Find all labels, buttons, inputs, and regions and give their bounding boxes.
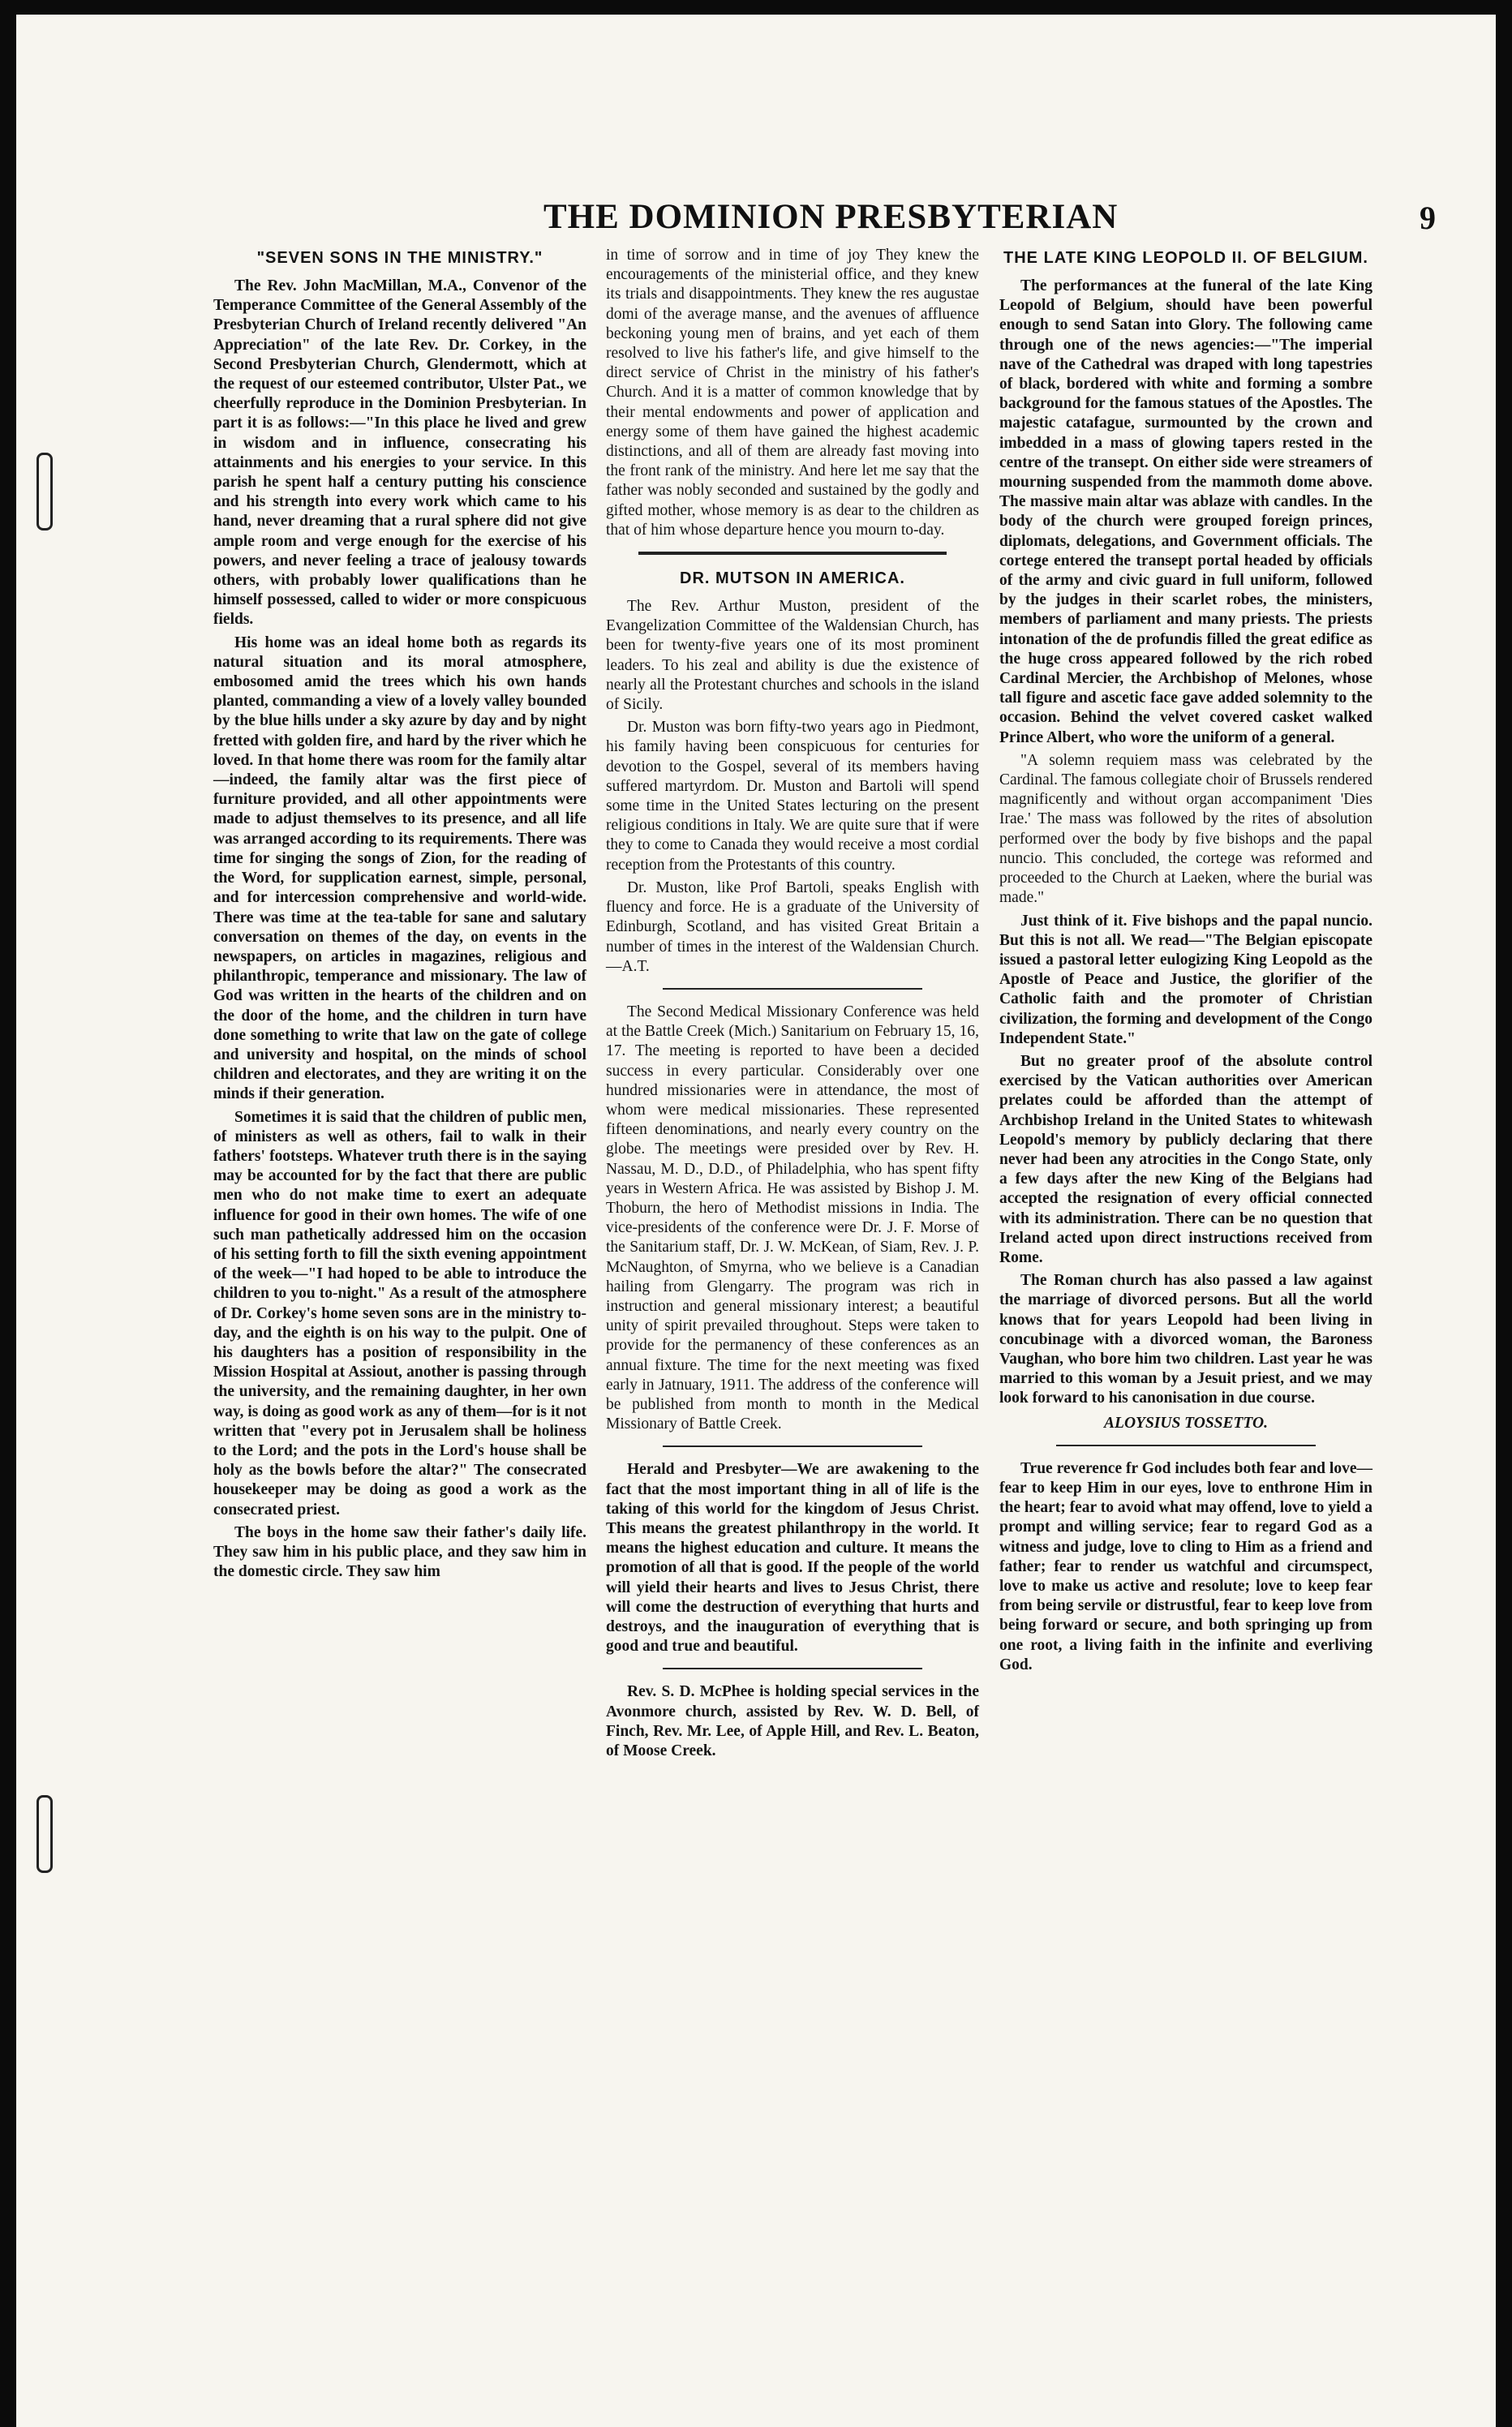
- article-heading: THE LATE KING LEOPOLD II. OF BELGIUM.: [1003, 249, 1368, 267]
- binding-clip: [37, 453, 53, 531]
- divider: [663, 1445, 922, 1447]
- article-paragraph: The boys in the home saw their father's daily life. They saw him in his public place, and they saw him in the domestic circle. They saw him: [213, 1523, 586, 1581]
- column-middle: [606, 246, 979, 1764]
- article-paragraph: Dr. Muston was born fifty-two years ago in Piedmont, his family having been conspicuous for centuries for devotion to the Gospel, several of its members having suffered martyrdom. Dr. Muston and Bartoli will spend some time in the United States lecturing on the present religious conditions in Italy. We are quite sure that if were they to come to Canada they would receive a most cordial reception from the Protestants of this country.: [606, 719, 979, 874]
- article-paragraph: The Second Medical Missionary Conference was held at the Battle Creek (Mich.) Sanitarium on February 15, 16, 17. The meeting is reported to have been a decided success in every particular. Considerably over one hundred missionaries were in attendance, the most of whom were medical missionaries. These represented fifteen denominations, and nearly every country on the globe. The meetings were presided over by Rev. H. Nassau, M. D., D.D., of Philadelphia, who has spent fifty years in Western Africa. He was assisted by Bishop J. M. Thoburn, the hero of Methodist missions in India. The vice-presidents of the conference were Dr. J. F. Morse of the Sanitarium staff, Dr. J. W. McKean, of Siam, Rev. J. P. McNaughton, of Smyrna, who we believe is a Canadian hailing from Glengarry. The program was rich in instruction and general missionary interest; a beautiful unity of spirit prevailed throughout. Steps were taken to provide for the permanency of these conferences as an annual fixture. The time for the next meeting was fixed early in Jatnuary, 1911. The address of the conference will be published from month to month in the Medical Missionary of Battle Creek.: [606, 1003, 979, 1433]
- masthead: THE DOMINION PRESBYTERIAN: [543, 198, 1119, 236]
- page-header: [195, 197, 1436, 246]
- article-signature: ALOYSIUS TOSSETTO.: [1104, 1414, 1268, 1432]
- article-paragraph: Dr. Muston, like Prof Bartoli, speaks English with fluency and force. He is a graduate of the University of Edinburgh, Scotland, and has visited Great Britain a number of times in the interest of the Waldensian Church.—A.T.: [606, 878, 979, 975]
- divider: [663, 988, 922, 990]
- divider: [1056, 1445, 1316, 1446]
- article-paragraph: But no greater proof of the absolute control exercised by the Vatican authorities over American prelates could be afforded than the attempt of Archbishop Ireland in the United States to whitewash Leopold's memory by publicly declaring that there never had been any atrocities in the Congo State, only a few days after the new King of the Belgians had accepted the resignation of every official connected with its administration. There can be no question that Ireland acted upon direct instructions received from Rome.: [999, 1052, 1372, 1266]
- article-paragraph: Rev. S. D. McPhee is holding special services in the Avonmore church, assisted by Rev. W. D. Bell, of Finch, Rev. Mr. Lee, of Apple Hill, and Rev. L. Beaton, of Moose Creek.: [606, 1683, 979, 1760]
- page-number: 9: [1420, 200, 1436, 236]
- article-paragraph: The performances at the funeral of the late King Leopold of Belgium, should have been powerful enough to send Satan into Glory. The following came through one of the news agencies:—"The imperial nave of the Cathedral was draped with long tapestries of black, bordered with white and forming a sombre background for the famous statues of the Apostles. The majestic catafague, surmounted by the crown and imbedded in a mass of glowing tapers rested in the centre of the transept. On either side were streamers of mourning suspended from the mammoth dome above. The massive main altar was ablaze with candles. In the body of the church were grouped foreign princes, diplomats, delegations, and Government officials. The cortege entered the transept portal headed by officials of the army and civic guard in full uniform, followed by the judges in their scarlet robes, the ministers, members of parliament and many priests. The priests intonation of the de profundis filled the great edifice as the huge cross appeared followed by the rich robed Cardinal Mercier, the Archbishop of Melones, whose tall figure and ascetic face gave added solemnity to the occasion. Behind the velvet covered casket walked Prince Albert, who wore the uniform of a general.: [999, 277, 1372, 746]
- article-paragraph: The Roman church has also passed a law against the marriage of divorced persons. But all the world knows that for years Leopold had been living in concubinage with a divorced woman, the Baroness Vaughan, who bore him two children. Last year he was married to this woman by a Jesuit priest, and we may look forward to his canonisation in due course.: [999, 1272, 1372, 1407]
- article-paragraph: The Rev. Arthur Muston, president of the Evangelization Committee of the Waldensian Church, has been for twenty-five years one of its most prominent leaders. To his zeal and ability is due the existence of nearly all the Protestant churches and schools in the island of Sicily.: [606, 598, 979, 714]
- article-paragraph: True reverence fr God includes both fear and love—fear to keep Him in our eyes, love to enthrone Him in the heart; fear to avoid what may offend, love to yield a prompt and willing service; fear to regard God as a witness and judge, love to cling to Him as a friend and father; fear to render us watchful and circumspect, love to make us active and resolute; love to keep fear from being servile or distrustful, fear to keep love from being forward or secure, and both springing up from one root, a living faith in the infinite and everliving God.: [999, 1459, 1372, 1673]
- article-heading: DR. MUTSON IN AMERICA.: [680, 569, 905, 588]
- article-paragraph: Just think of it. Five bishops and the papal nuncio. But this is not all. We read—"The Belgian episcopate issued a pastoral letter eulogizing King Leopold as the Apostle of Peace and Justice, the glorifier of the Catholic faith and the promoter of Christian civilization, the forming and development of the Congo Independent State.": [999, 912, 1372, 1047]
- column-left: [213, 246, 586, 1585]
- newspaper-page: [16, 15, 1496, 2427]
- article-paragraph: in time of sorrow and in time of joy They knew the encouragements of the ministerial office, and they knew its trials and disappointments. They knew the res augustae domi of the average manse, and the avenues of affluence beckoning young men of brains, and yet each of them resolved to live his father's life, and give himself to the direct service of Christ in the ministry of his father's Church. And it is a matter of common knowledge that by their mental endowments and power of application and energy some of them have gained the highest academic distinctions, and all of them are already fast moving into the front rank of the ministry. And here let me say that the father was nobly seconded and sustained by the godly and gifted mother, whose memory is as dear to the children as that of him whose departure hence you mourn to-day.: [606, 247, 979, 539]
- article-paragraph: His home was an ideal home both as regards its natural situation and its moral atmosphere, embosomed amid the trees which his own hands planted, commanding a view of a lovely valley bounded by the blue hills under a sky azure by day and by night fretted with golden fire, and hard by the river which he loved. In that home there was room for the family altar—indeed, the family altar was the first piece of furniture provided, and all other appointments were made to adjust themselves to its presence, and all life was arranged according to its requirements. There was time for singing the songs of Zion, for the reading of the Word, for supplication earnest, simple, personal, and for intercession comprehensive and world-wide. There was time at the tea-table for sane and salutary conversation on themes of the day, on events in the newspapers, on articles in magazines, religious and philanthropic, temperance and missionary. The law of God was written in the hearts of the children and on the door of the home, and the children in turn have done something to write that law on the gate of college and university and hospital, on the minds of school children and electorates, and they are writing it on the minds if their generation.: [213, 634, 586, 1103]
- article-heading: "SEVEN SONS IN THE MINISTRY.": [256, 249, 543, 267]
- article-paragraph: "A solemn requiem mass was celebrated by the Cardinal. The famous collegiate choir of Brussels rendered magnificently and without organ accompaniment 'Dies Irae.' The mass was followed by the rites of absolution performed over the body by five bishops and the papal nuncio. This concluded, the cortege was reformed and proceeded to the Church at Laeken, where the burial was made.": [999, 751, 1372, 907]
- binding-clip: [37, 1795, 53, 1873]
- divider: [663, 1668, 922, 1669]
- divider: [638, 552, 947, 555]
- column-right: [999, 246, 1372, 1678]
- article-paragraph: Herald and Presbyter—We are awakening to the fact that the most important thing in all of life is the taking of this world for the kingdom of Jesus Christ. This means the greatest philanthropy in the world. It means the highest education and culture. It means the promotion of all that is good. If the people of the world will yield their hearts and lives to Jesus Christ, there will come the destruction of everything that hurts and destroys, and the inauguration of everything that is good and true and beautiful.: [606, 1461, 979, 1656]
- article-paragraph: The Rev. John MacMillan, M.A., Convenor of the Temperance Committee of the General Assembly of the Presbyterian Church of Ireland recently delivered "An Appreciation" of the late Rev. Dr. Corkey, in the Second Presbyterian Church, Glendermott, which at the request of our esteemed contributor, Ulster Pat., we cheerfully reproduce in the Dominion Presbyterian. In part it is as follows:—"In this place he lived and grew in wisdom and in influence, consecrating his attainments and his energies to your service. In this parish he spent half a century putting his conscience and his strength into every work which came to his hand, never dreaming that a rural sphere did not give ample room and verge enough for the exercise of his powers, and never feeling a trace of jealousy towards others, with probably lower qualifications than he himself possessed, called to wider or more conspicuous fields.: [213, 277, 586, 629]
- article-paragraph: Sometimes it is said that the children of public men, of ministers as well as others, fail to walk in their fathers' footsteps. Whatever truth there is in the saying may be accounted for by the fact that there are public men who do not make time to exert an adequate influence for good in their own homes. The wife of one such man pathetically addressed him on the occasion of his setting forth to fill the sixth evening appointment of the week—"I had hoped to be able to introduce the children to you to-night." As a result of the atmosphere of Dr. Corkey's home seven sons are in the ministry to-day, and the eighth is on his way to the pulpit. One of his daughters has a position of responsibility in the Mission Hospital at Assiout, another is passing through the university, and the remaining daughter, in her own way, is doing as good work as any of them—for is it not written that "every pot in Jerusalem shall be holiness to the Lord; and the pots in the Lord's house shall be holy as the bowls before the altar?" The consecrated housekeeper may be doing as good a work as the consecrated priest.: [213, 1108, 586, 1518]
